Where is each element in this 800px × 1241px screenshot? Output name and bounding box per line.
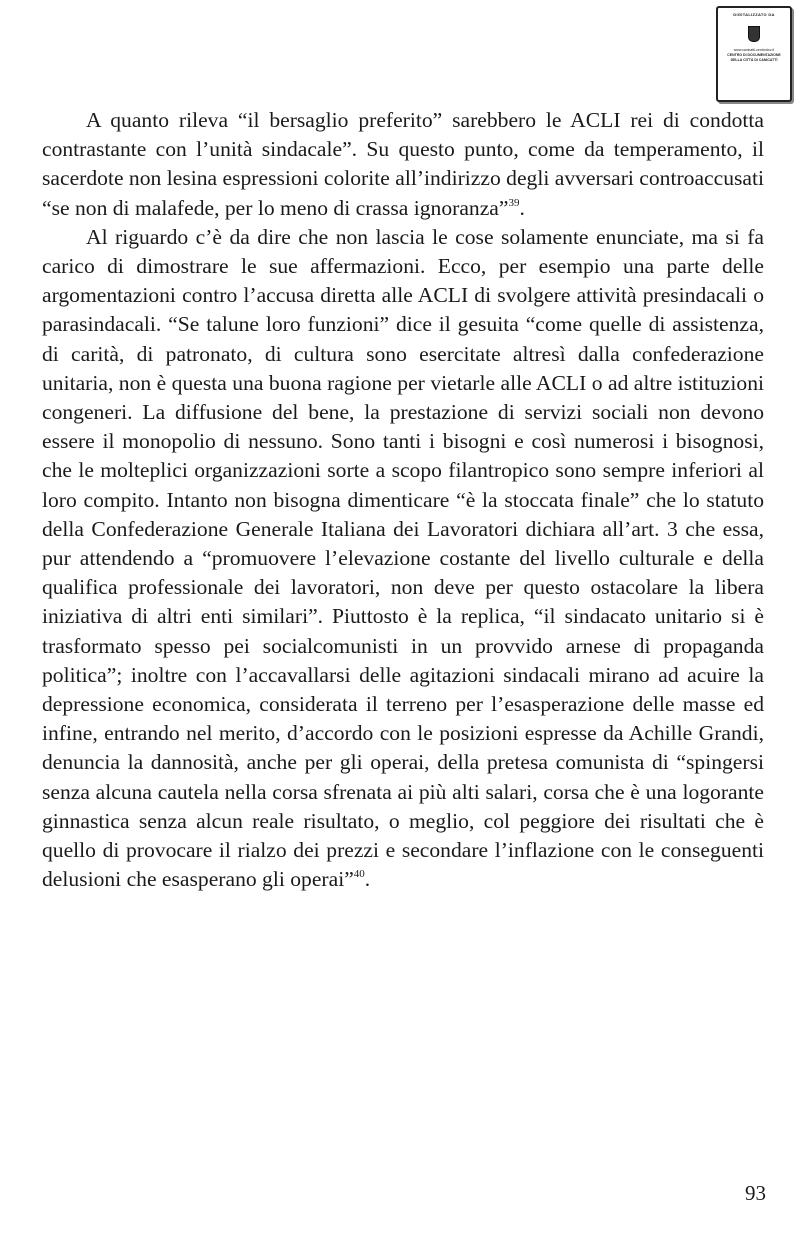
- footnote-ref-39: 39: [508, 196, 520, 209]
- paragraph-2-text-1: Al riguardo c’è da dire che non lascia le cose solamente enunciate, ma si fa carico di dimostrare le sue affermazioni. Ecco, per esempio una parte delle argomentazioni contro l’accusa diretta alle ACLI di svolgere attività presindacali o parasindacali. “Se talune loro funzioni” dice il gesuita “come quelle di assistenza, di carità, di patronato, di cultura sono esercitate altresì dalla confederazione unitaria, non è questa una buona ragione per vietarle alle ACLI o ad altre istituzioni congeneri. La diffusione del bene, la prestazione di servizi sociali non devono essere il monopolio di nessuno. Sono tanti i bisogni e così numerosi i bisognosi, che le molteplici organizzazioni sorte a scopo filantropico sono sempre inferiori al loro compito. Intanto non bisogna dimenticare “è la stoccata finale” che lo statuto della Confederazione Generale Italiana dei Lavoratori dichiara all’art. 3 che essa, pur attendendo a “promuovere l’elevazione costante del livello culturale e della qualifica professionale dei lavoratori, non deve per questo ostacolare la libera iniziativa di altri enti similari”. Piuttosto è la replica, “il sindacato unitario si è trasformato spesso pei socialcomunisti in un provvido arnese di propaganda politica”; inoltre con l’accavallarsi delle agitazioni sindacali mirano ad acuire la depressione economica, considerata il terreno per l’esasperazione delle masse ed infine, entrando nel merito, d’accordo con le posizioni espresse da Achille Grandi, denuncia la dannosità, anche per gli operai, della pretesa comunista di “spingersi senza alcuna cautela nella corsa sfrenata ai più alti salari, corsa che è una logorante ginnastica senza alcun reale risultato, o meglio, col peggiore dei risultati che è quello di provocare il rialzo dei prezzi e secondare l’inflazione con le conseguenti delusioni che esasperano gli operai”: [42, 224, 764, 892]
- footnote-ref-40: 40: [353, 868, 365, 881]
- page-number: 93: [745, 1181, 766, 1205]
- stamp-line-2: DELLA CITTÀ DI CANICATTÌ: [730, 58, 778, 62]
- paragraph-1-text-1: A quanto rileva “il bersaglio preferito” sarebbero le ACLI rei di condotta contrastante con l’unità sindacale”. Su questo punto, come da temperamento, il sacerdote non lesina espressioni colorite all’indirizzo degli avversari controaccusati “se non di malafede, per lo meno di crassa ignoranza”: [42, 108, 764, 220]
- stamp-line-1: CENTRO DI DOCUMENTAZIONE: [727, 53, 781, 57]
- paragraph-2: [42, 223, 764, 895]
- coat-of-arms-icon: [748, 26, 760, 42]
- paragraph-1: [42, 106, 764, 223]
- digitization-stamp: [716, 6, 792, 102]
- body-text: [42, 106, 764, 894]
- stamp-title: DIGITALIZZATO DA: [733, 12, 775, 17]
- paragraph-1-text-2: .: [519, 195, 525, 220]
- stamp-url: www.canicatti-centrodoc.it: [733, 48, 775, 52]
- paragraph-2-text-2: .: [364, 867, 371, 892]
